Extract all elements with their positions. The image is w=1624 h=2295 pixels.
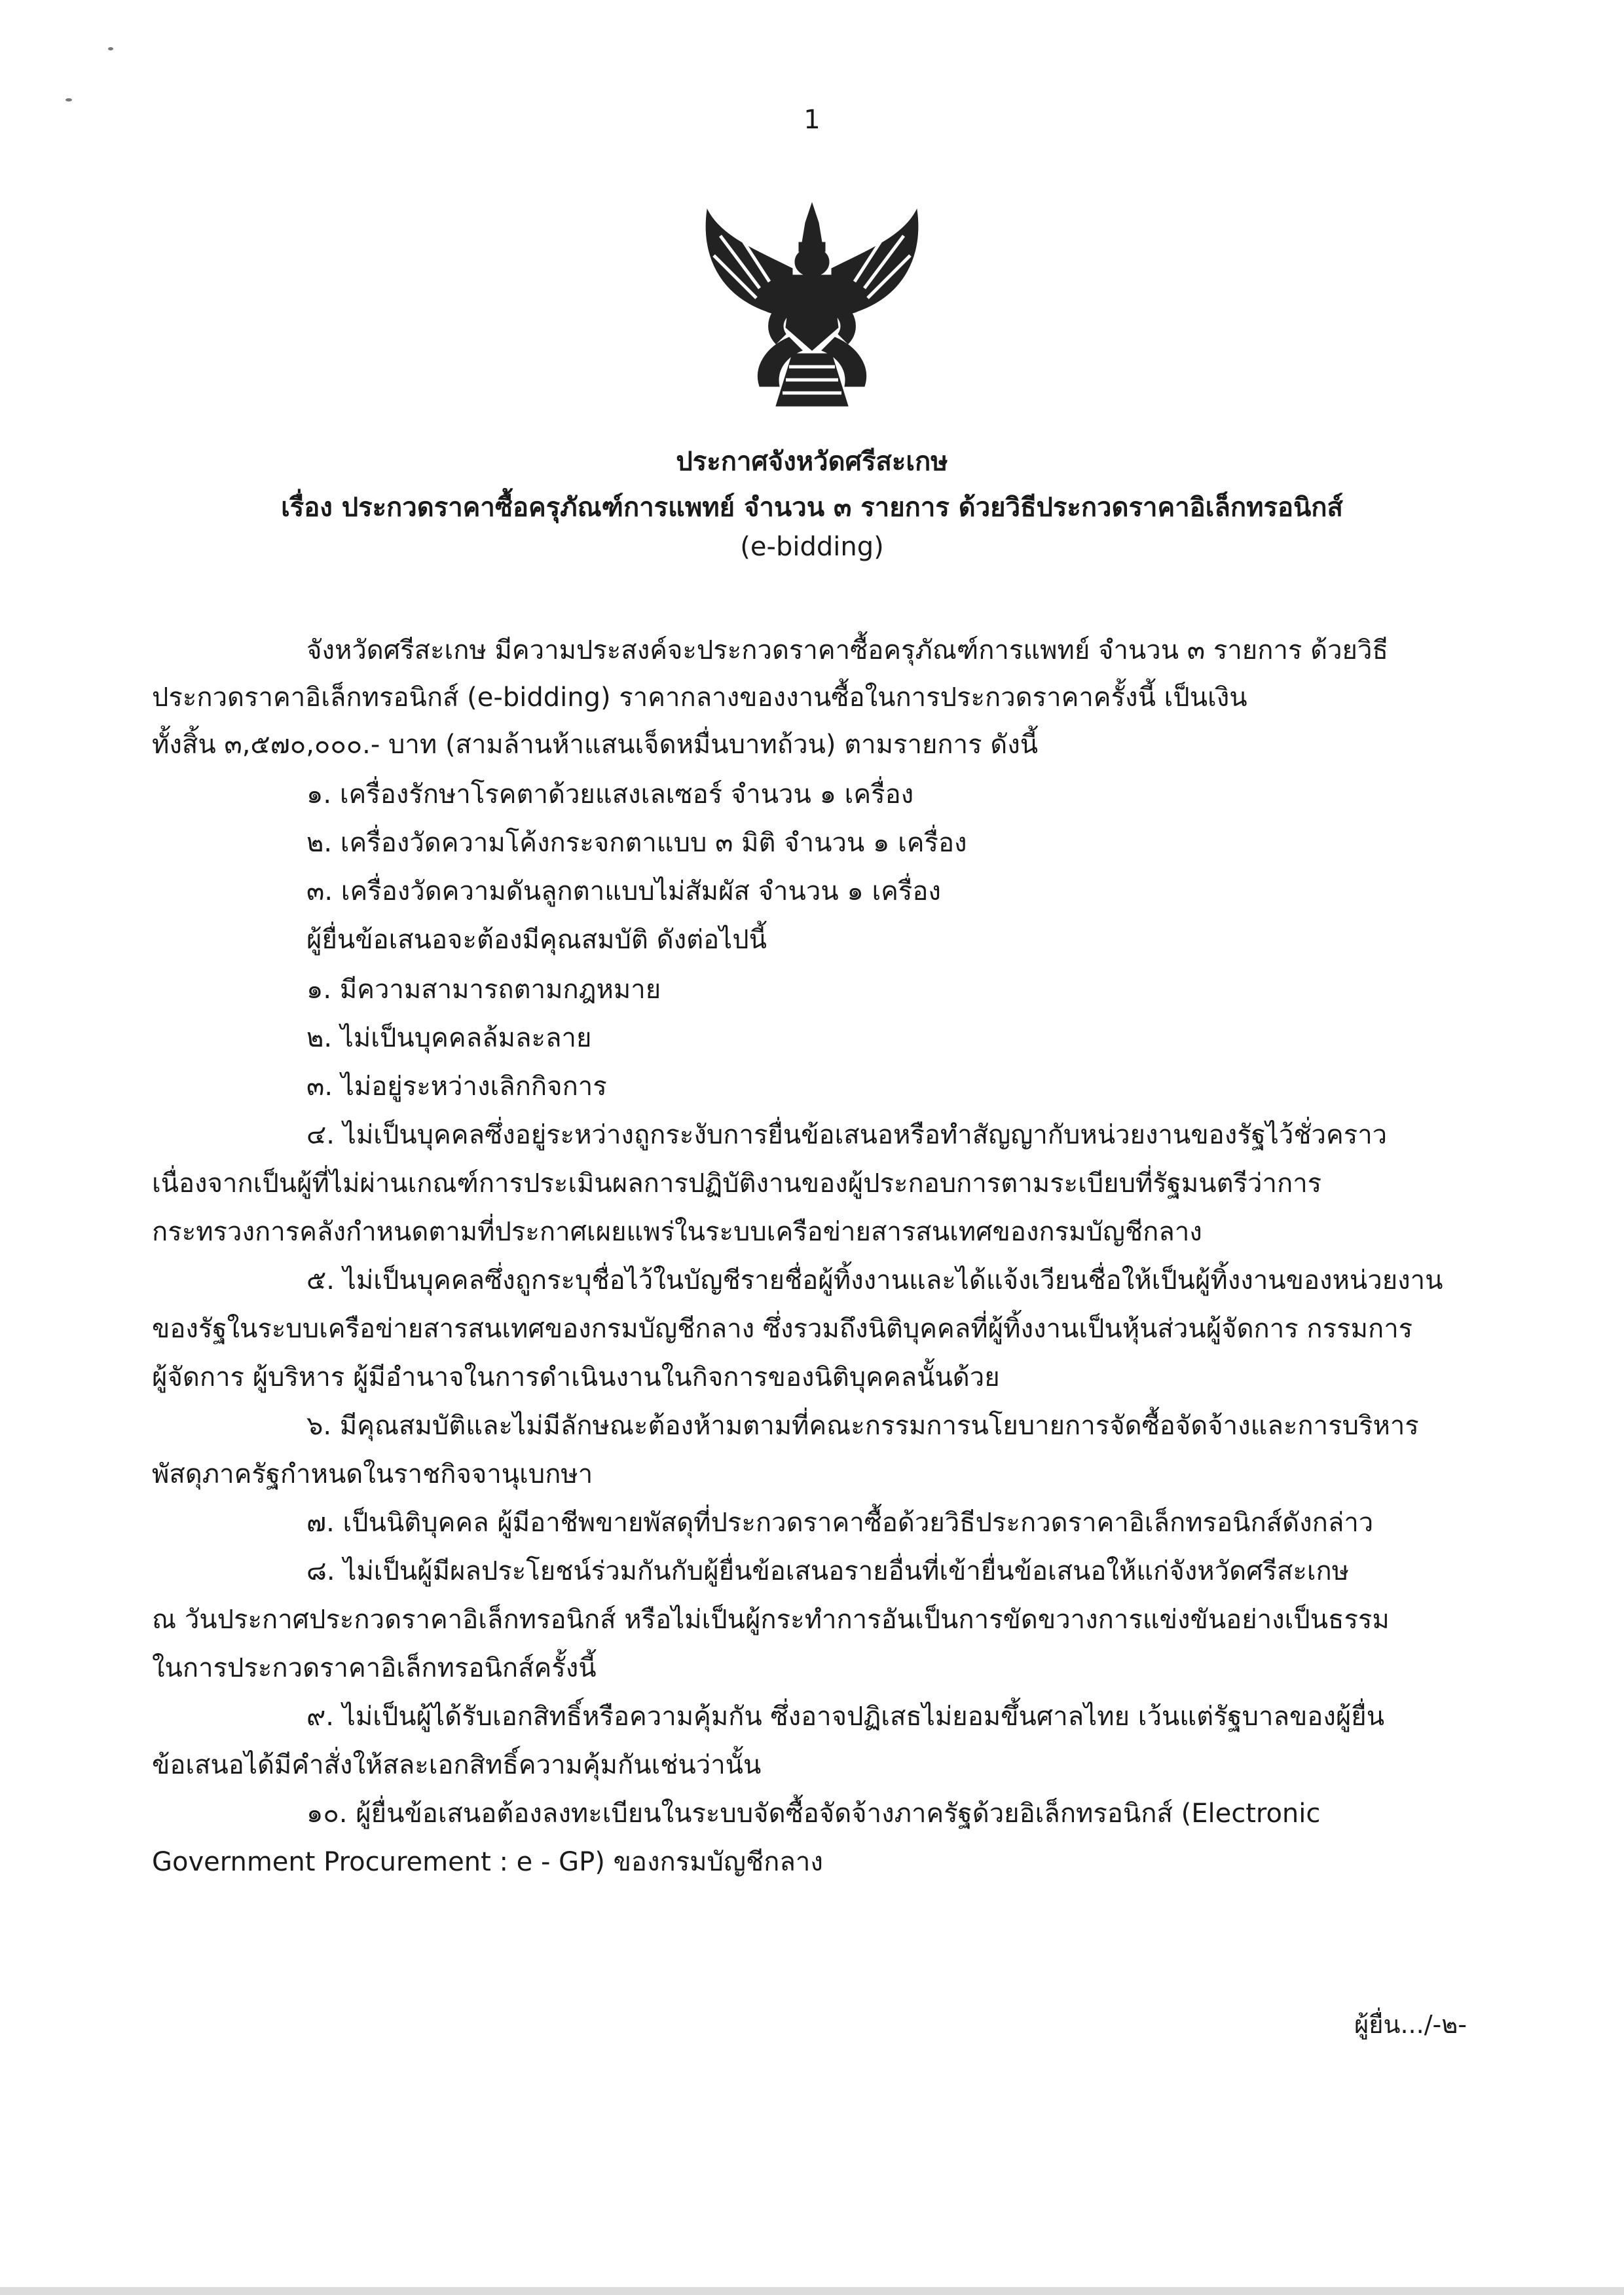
- qualification-line: ๓. ไม่อยู่ระหว่างเลิกกิจการ: [306, 1072, 607, 1102]
- scan-speck: [65, 98, 72, 102]
- body-line: ผู้จัดการ ผู้บริหาร ผู้มีอำนาจในการดำเนินงานในกิจการของนิติบุคคลนั้นด้วย: [152, 1362, 1000, 1392]
- body-line: ทั้งสิ้น ๓,๕๗๐,๐๐๐.- บาท (สามล้านห้าแสนเจ็ดหมื่นบาทถ้วน) ตามรายการ ดังนี้: [152, 730, 1039, 760]
- scan-edge: [0, 2287, 1624, 2295]
- item-line: ๓. เครื่องวัดความดันลูกตาแบบไม่สัมผัส จำนวน ๑ เครื่อง: [306, 876, 941, 906]
- item-line: ๒. เครื่องวัดความโค้งกระจกตาแบบ ๓ มิติ จำนวน ๑ เครื่อง: [306, 828, 967, 858]
- body-line: จังหวัดศรีสะเกษ มีความประสงค์จะประกวดราคาซื้อครุภัณฑ์การแพทย์ จำนวน ๓ รายการ ด้วยวิธี: [306, 635, 1388, 665]
- qualification-line: ๑๐. ผู้ยื่นข้อเสนอต้องลงทะเบียนในระบบจัดซื้อจัดจ้างภาครัฐด้วยอิเล็กทรอนิกส์ (Electronic: [306, 1799, 1321, 1829]
- announcement-title: ประกาศจังหวัดศรีสะเกษ: [676, 447, 948, 477]
- qualification-line: ๒. ไม่เป็นบุคคลล้มละลาย: [306, 1023, 592, 1053]
- body-line: ผู้ยื่นข้อเสนอจะต้องมีคุณสมบัติ ดังต่อไปนี้: [306, 925, 767, 955]
- qualification-line: ๘. ไม่เป็นผู้มีผลประโยชน์ร่วมกันกับผู้ยื่นข้อเสนอรายอื่นที่เข้ายื่นข้อเสนอให้แก่จังหวัดศรีสะเกษ: [306, 1556, 1350, 1586]
- qualification-line: ๖. มีคุณสมบัติและไม่มีลักษณะต้องห้ามตามที่คณะกรรมการนโยบายการจัดซื้อจัดจ้างและการบริหาร: [306, 1411, 1419, 1441]
- body-line: พัสดุภาครัฐกำหนดในราชกิจจานุเบกษา: [152, 1459, 593, 1489]
- qualification-line: ๗. เป็นนิติบุคคล ผู้มีอาชีพขายพัสดุที่ประกวดราคาซื้อด้วยวิธีประกวดราคาอิเล็กทรอนิกส์ดังกล่าว: [306, 1508, 1374, 1538]
- body-line: ณ วันประกาศประกวดราคาอิเล็กทรอนิกส์ หรือไม่เป็นผู้กระทำการอันเป็นการขัดขวางการแข่งขันอย่างเป็นธรรม: [152, 1605, 1390, 1635]
- body-line: ประกวดราคาอิเล็กทรอนิกส์ (e-bidding) ราคากลางของงานซื้อในการประกวดราคาครั้งนี้ เป็นเงิน: [152, 682, 1247, 713]
- body-line: เนื่องจากเป็นผู้ที่ไม่ผ่านเกณฑ์การประเมินผลการปฏิบัติงานของผู้ประกอบการตามระเบียบที่รัฐมนตรีว่าการ: [152, 1168, 1322, 1199]
- qualification-line: ๙. ไม่เป็นผู้ได้รับเอกสิทธิ์หรือความคุ้มกัน ซึ่งอาจปฏิเสธไม่ยอมขึ้นศาลไทย เว้นแต่รัฐบาลของผู้ยื่น: [306, 1702, 1385, 1732]
- scan-speck: [108, 47, 113, 50]
- announcement-subject-suffix: (e-bidding): [740, 532, 884, 562]
- announcement-subject: เรื่อง ประกวดราคาซื้อครุภัณฑ์การแพทย์ จำนวน ๓ รายการ ด้วยวิธีประกวดราคาอิเล็กทรอนิกส์: [281, 493, 1343, 523]
- body-line: Government Procurement : e - GP) ของกรมบัญชีกลาง: [152, 1847, 823, 1877]
- item-line: ๑. เครื่องรักษาโรคตาด้วยแสงเลเซอร์ จำนวน ๑ เครื่อง: [306, 779, 914, 810]
- qualification-line: ๑. มีความสามารถตามกฎหมาย: [306, 975, 661, 1005]
- body-line: ข้อเสนอได้มีคำสั่งให้สละเอกสิทธิ์ความคุ้มกันเช่นว่านั้น: [152, 1750, 762, 1780]
- continuation-note: ผู้ยื่น.../-๒-: [1354, 2010, 1467, 2039]
- garuda-emblem: [694, 196, 930, 413]
- page-number: 1: [803, 105, 821, 135]
- body-line: กระทรวงการคลังกำหนดตามที่ประกาศเผยแพร่ในระบบเครือข่ายสารสนเทศของกรมบัญชีกลาง: [152, 1217, 1202, 1247]
- qualification-line: ๔. ไม่เป็นบุคคลซึ่งอยู่ระหว่างถูกระงับการยื่นข้อเสนอหรือทำสัญญากับหน่วยงานของรัฐไว้ชั่วคราว: [306, 1120, 1388, 1150]
- body-line: ของรัฐในระบบเครือข่ายสารสนเทศของกรมบัญชีกลาง ซึ่งรวมถึงนิติบุคคลที่ผู้ทิ้งงานเป็นหุ้นส่วนผู้จัดการ กรรมการ: [152, 1314, 1413, 1344]
- body-line: ในการประกวดราคาอิเล็กทรอนิกส์ครั้งนี้: [152, 1653, 597, 1683]
- qualification-line: ๕. ไม่เป็นบุคคลซึ่งถูกระบุชื่อไว้ในบัญชีรายชื่อผู้ทิ้งงานและได้แจ้งเวียนชื่อให้เป็นผู้ทิ้งงานของหน่วยงาน: [306, 1265, 1443, 1296]
